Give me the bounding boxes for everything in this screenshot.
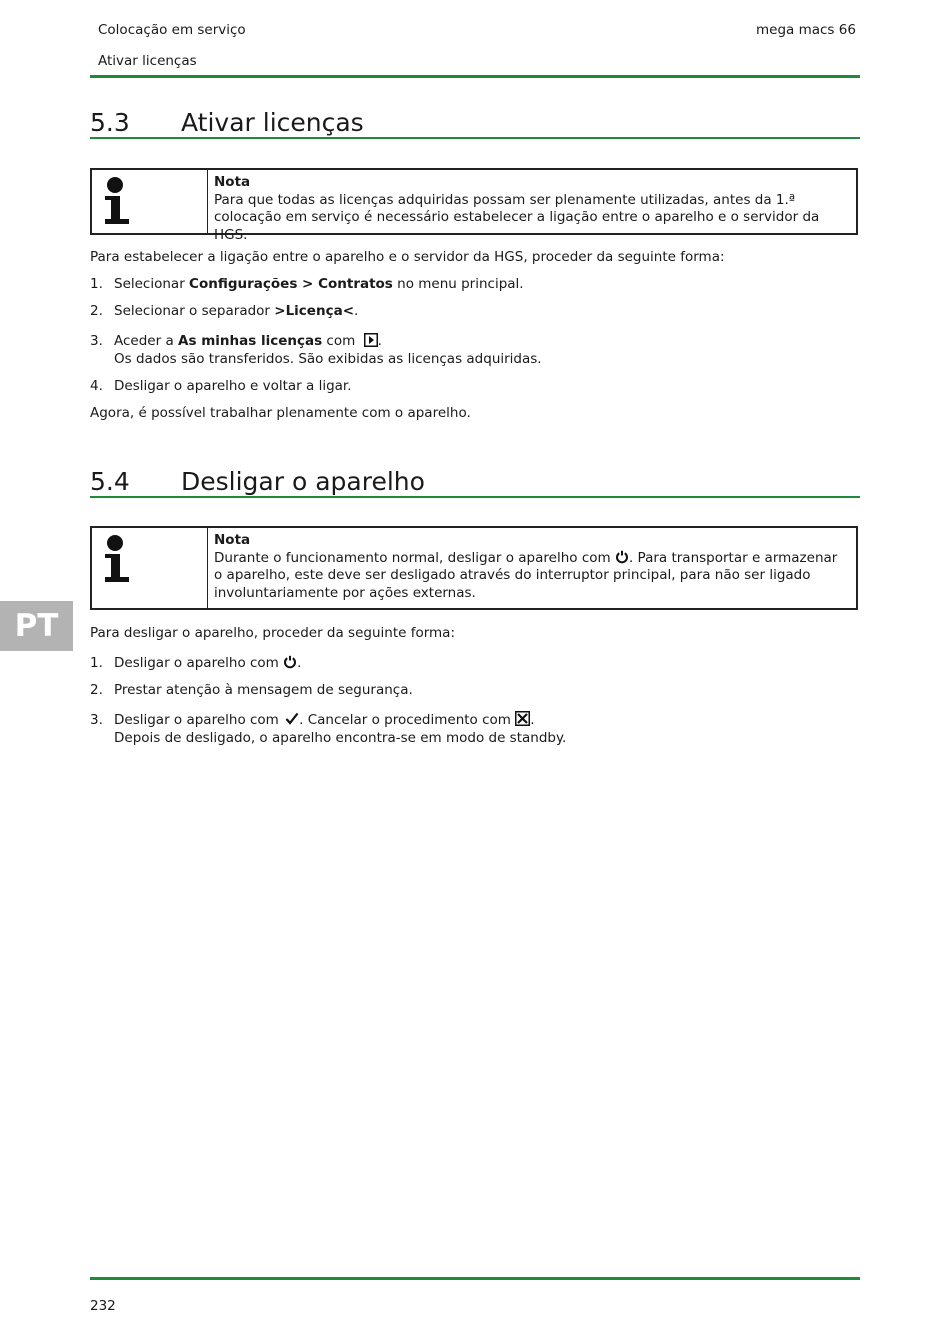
section-heading-5-4 (90, 467, 860, 497)
note-label: Nota (214, 532, 251, 548)
section-title: Ativar licenças (181, 108, 364, 137)
footer-rule (90, 1277, 860, 1280)
section-number: 5.4 (90, 467, 130, 496)
note-text-cell (214, 532, 844, 602)
note-label: Nota (214, 174, 251, 190)
outro-paragraph: Agora, é possível trabalhar plenamente com o aparelho. (90, 405, 471, 421)
section-rule (90, 137, 860, 139)
note-box (90, 526, 858, 610)
header-section: Ativar licenças (98, 53, 197, 69)
language-tab: PT (0, 601, 73, 651)
intro-paragraph: Para desligar o aparelho, proceder da seguinte forma: (90, 625, 456, 641)
info-icon (102, 534, 132, 584)
header-rule (90, 75, 860, 78)
power-icon (283, 655, 297, 669)
checkmark-icon (285, 712, 299, 726)
cancel-x-key-icon (515, 711, 530, 726)
power-icon (615, 550, 629, 564)
section-number: 5.3 (90, 108, 130, 137)
note-icon-cell (92, 528, 208, 608)
header-product: mega macs 66 (756, 22, 856, 38)
section-heading-5-3 (90, 108, 860, 138)
header-chapter: Colocação em serviço (98, 22, 246, 38)
note-text: Para que todas as licenças adquiridas possam ser plenamente utilizadas, antes da 1.ª colocação em serviço é necessário estabelecer a ligação entre o aparelho e o servidor da HGS. (214, 191, 820, 243)
note-text: Durante o funcionamento normal, desligar o aparelho com . Para transportar e armazenar o aparelho, este deve ser desligado através do interruptor principal, para não ser ligado involuntariamente por ações externas. (214, 549, 838, 601)
note-box (90, 168, 858, 243)
note-text-cell (214, 174, 844, 244)
intro-paragraph: Para estabelecer a ligação entre o aparelho e o servidor da HGS, proceder da seguinte forma: (90, 249, 725, 265)
section-rule (90, 496, 860, 498)
note-icon-cell (92, 170, 208, 233)
arrow-right-key-icon (364, 333, 378, 347)
page-number: 232 (90, 1298, 116, 1314)
info-icon (102, 176, 132, 226)
section-title: Desligar o aparelho (181, 467, 425, 496)
